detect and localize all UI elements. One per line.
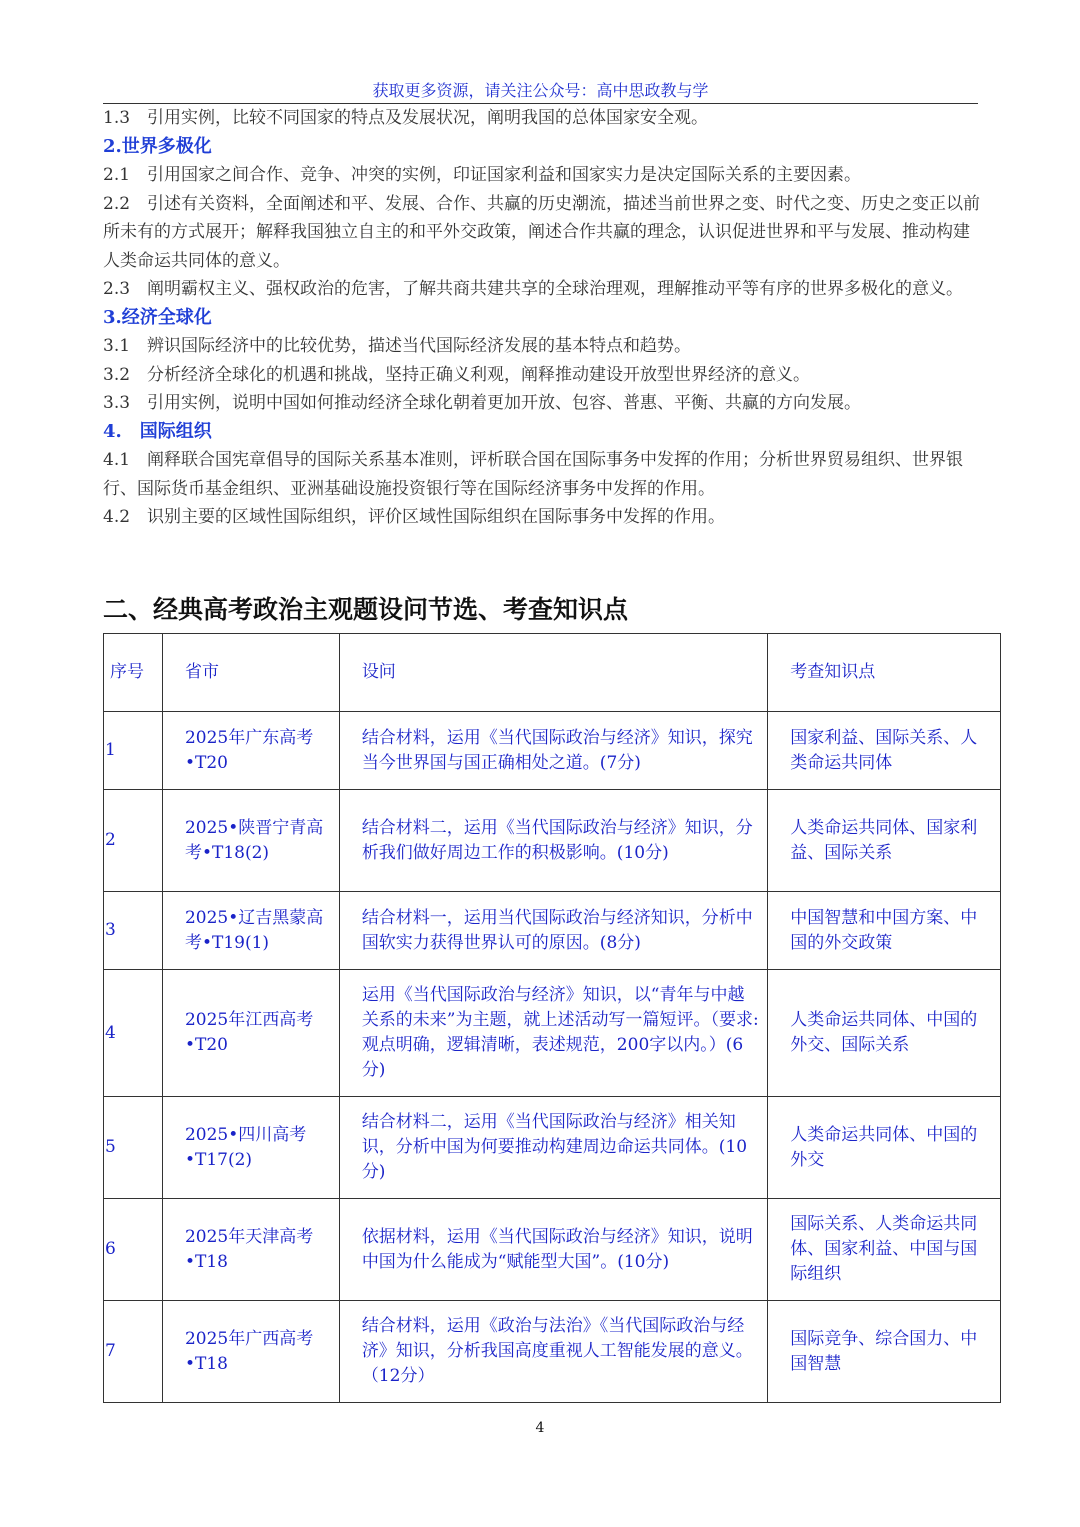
cell-province: 2025年广东高考•T20	[162, 712, 339, 790]
cell-province: 2025年广西高考•T18	[162, 1301, 339, 1403]
table-row	[104, 892, 1001, 970]
table-header-row	[104, 634, 1001, 712]
section-heading: 4. 国际组织	[103, 420, 212, 442]
col-header-question: 设问	[339, 634, 767, 712]
cell-question: 依据材料，运用《当代国际政治与经济》知识，说明中国为什么能成为“赋能型大国”。(10分)	[339, 1199, 767, 1301]
cell-province: 2025年天津高考•T18	[162, 1199, 339, 1301]
table-row	[104, 1199, 1001, 1301]
cell-question: 结合材料一，运用当代国际政治与经济知识，分析中国软实力获得世界认可的原因。(8分)	[339, 892, 767, 970]
section-heading: 2.世界多极化	[103, 135, 212, 157]
paragraph: 3.2 分析经济全球化的机遇和挑战，坚持正确义利观，阐释推动建设开放型世界经济的意义。	[103, 364, 811, 385]
cell-knowledge: 人类命运共同体、中国的外交	[768, 1097, 1001, 1199]
paragraph: 2.1 引用国家之间合作、竞争、冲突的实例，印证国家利益和国家实力是决定国际关系的主要因素。	[103, 165, 862, 185]
cell-question: 运用《当代国际政治与经济》知识，以“青年与中越关系的未来”为主题，就上述活动写一篇短评。（要求:观点明确，逻辑清晰，表述规范，200字以内。）(6分)	[339, 970, 767, 1097]
table-row	[104, 970, 1001, 1097]
questions-table	[103, 633, 1001, 1403]
cell-province: 2025•辽吉黑蒙高考•T19(1)	[162, 892, 339, 970]
cell-index: 3	[104, 892, 163, 970]
table-row	[104, 712, 1001, 790]
cell-index: 2	[104, 790, 163, 892]
cell-knowledge: 人类命运共同体、国家利益、国际关系	[768, 790, 1001, 892]
cell-index: 4	[104, 970, 163, 1097]
cell-question: 结合材料，运用《政治与法治》《当代国际政治与经济》知识，分析我国高度重视人工智能发展的意义。（12分）	[339, 1301, 767, 1403]
paragraph: 3.3 引用实例，说明中国如何推动经济全球化朝着更加开放、包容、普惠、平衡、共赢的方向发展。	[103, 393, 862, 413]
body-text	[103, 104, 983, 532]
paragraph: 3.1 辨识国际经济中的比较优势，描述当代国际经济发展的基本特点和趋势。	[103, 336, 692, 356]
cell-question: 结合材料，运用《当代国际政治与经济》知识，探究当今世界国与国正确相处之道。(7分)	[339, 712, 767, 790]
cell-question: 结合材料二，运用《当代国际政治与经济》相关知识，分析中国为何要推动构建周边命运共同体。(10分)	[339, 1097, 767, 1199]
paragraph: 4.1 阐释联合国宪章倡导的国际关系基本准则，评析联合国在国际事务中发挥的作用；分析世界贸易组织、世界银行、国际货币基金组织、亚洲基础设施投资银行等在国际经济事务中发挥的作用。	[103, 450, 964, 499]
cell-question: 结合材料二，运用《当代国际政治与经济》知识，分析我们做好周边工作的积极影响。(10分)	[339, 790, 767, 892]
table-row	[104, 1301, 1001, 1403]
col-header-knowledge: 考查知识点	[768, 634, 1001, 712]
cell-province: 2025•四川高考•T17(2)	[162, 1097, 339, 1199]
table-row	[104, 790, 1001, 892]
paragraph: 2.3 阐明霸权主义、强权政治的危害，了解共商共建共享的全球治理观，理解推动平等有序的世界多极化的意义。	[103, 279, 964, 299]
col-header-province: 省市	[162, 634, 339, 712]
paragraph: 4.2 识别主要的区域性国际组织，评价区域性国际组织在国际事务中发挥的作用。	[103, 507, 726, 527]
cell-knowledge: 国际竞争、综合国力、中国智慧	[768, 1301, 1001, 1403]
cell-knowledge: 中国智慧和中国方案、中国的外交政策	[768, 892, 1001, 970]
cell-index: 6	[104, 1199, 163, 1301]
cell-index: 7	[104, 1301, 163, 1403]
col-header-index: 序号	[104, 634, 163, 712]
cell-knowledge: 人类命运共同体、中国的外交、国际关系	[768, 970, 1001, 1097]
section-heading: 3.经济全球化	[103, 306, 212, 328]
table-row	[104, 1097, 1001, 1199]
page-header: 获取更多资源，请关注公众号：高中思政教与学	[103, 78, 978, 104]
cell-knowledge: 国际关系、人类命运共同体、国家利益、中国与国际组织	[768, 1199, 1001, 1301]
page-number: 4	[535, 1420, 545, 1436]
cell-index: 1	[104, 712, 163, 790]
cell-index: 5	[104, 1097, 163, 1199]
section-title: 二、经典高考政治主观题设问节选、考查知识点	[103, 595, 629, 624]
cell-knowledge: 国家利益、国际关系、人类命运共同体	[768, 712, 1001, 790]
cell-province: 2025•陕晋宁青高考•T18(2)	[162, 790, 339, 892]
paragraph: 1.3 引用实例，比较不同国家的特点及发展状况，阐明我国的总体国家安全观。	[103, 108, 709, 128]
cell-province: 2025年江西高考•T20	[162, 970, 339, 1097]
paragraph: 2.2 引述有关资料，全面阐述和平、发展、合作、共赢的历史潮流，描述当前世界之变、时代之变、历史之变正以前所未有的方式展开；解释我国独立自主的和平外交政策，阐述合作共赢的理念，认识促进世界和平与发展、推动构建人类命运共同体的意义。	[103, 193, 981, 271]
